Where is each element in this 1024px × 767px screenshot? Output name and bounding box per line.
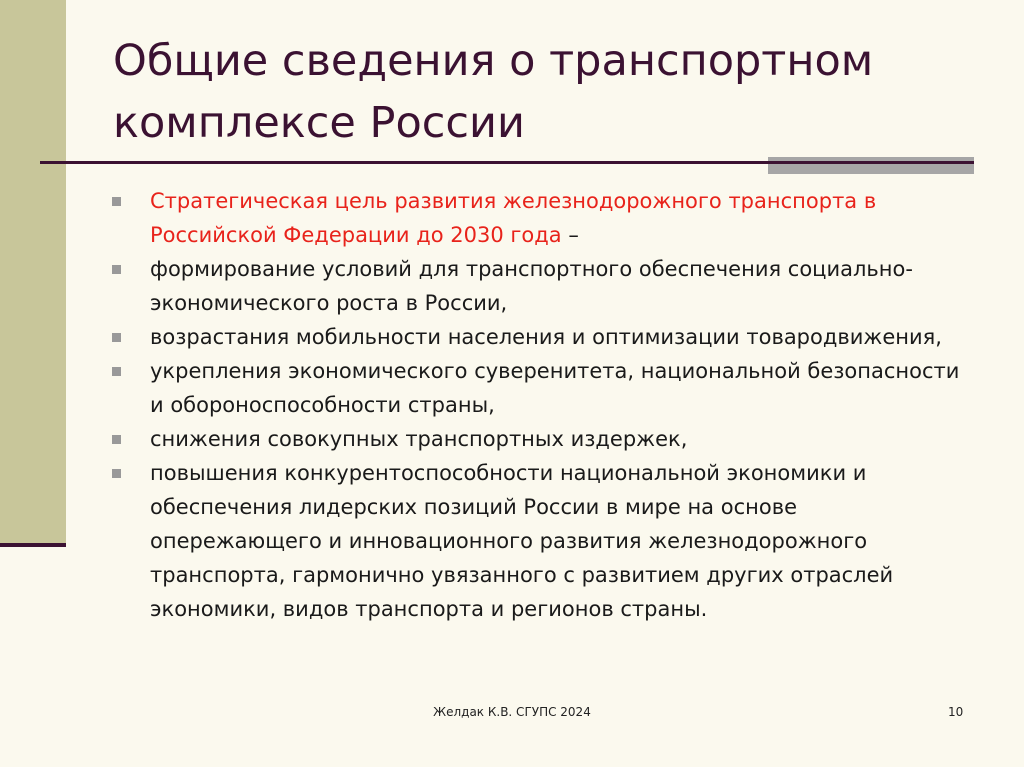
square-bullet-icon xyxy=(112,265,121,274)
side-decoration-line xyxy=(0,543,66,547)
slide-title-line2: комплексе России xyxy=(113,98,525,148)
highlight-text: Стратегическая цель развития железнодорожного транспорта в Российской Федерации до 2030 года xyxy=(150,189,877,247)
list-item xyxy=(112,320,972,354)
slide-title xyxy=(113,30,993,154)
list-item-text: укрепления экономического суверенитета, национальной безопасности и обороноспособности страны, xyxy=(150,359,960,417)
bullet-list xyxy=(112,184,972,626)
list-item xyxy=(112,354,972,422)
square-bullet-icon xyxy=(112,333,121,342)
title-divider-accent xyxy=(768,157,974,174)
list-item-text: повышения конкурентоспособности национальной экономики и обеспечения лидерских позиций России в мире на основе опережающего и инновационного развития железнодорожного транспорта, гармонично увязанного с развитием других отраслей экономики, видов транспорта и регионов страны. xyxy=(150,461,894,621)
square-bullet-icon xyxy=(112,435,121,444)
square-bullet-icon xyxy=(112,367,121,376)
page-number: 10 xyxy=(948,705,964,719)
list-item xyxy=(112,252,972,320)
list-item xyxy=(112,456,972,626)
list-item xyxy=(112,422,972,456)
list-item-text: снижения совокупных транспортных издержек, xyxy=(150,427,688,451)
footer-author: Желдак К.В. СГУПС 2024 xyxy=(433,705,591,719)
highlight-tail: – xyxy=(561,223,579,247)
list-item-text xyxy=(150,184,972,252)
slide-title-line1: Общие сведения о транспортном xyxy=(113,36,874,86)
list-item-text: возрастания мобильности населения и оптимизации товародвижения, xyxy=(150,325,942,349)
square-bullet-icon xyxy=(112,469,121,478)
square-bullet-icon xyxy=(112,197,121,206)
list-item xyxy=(112,184,972,252)
list-item-text: формирование условий для транспортного обеспечения социально-экономического роста в России, xyxy=(150,257,913,315)
side-decoration-bar xyxy=(0,0,66,546)
